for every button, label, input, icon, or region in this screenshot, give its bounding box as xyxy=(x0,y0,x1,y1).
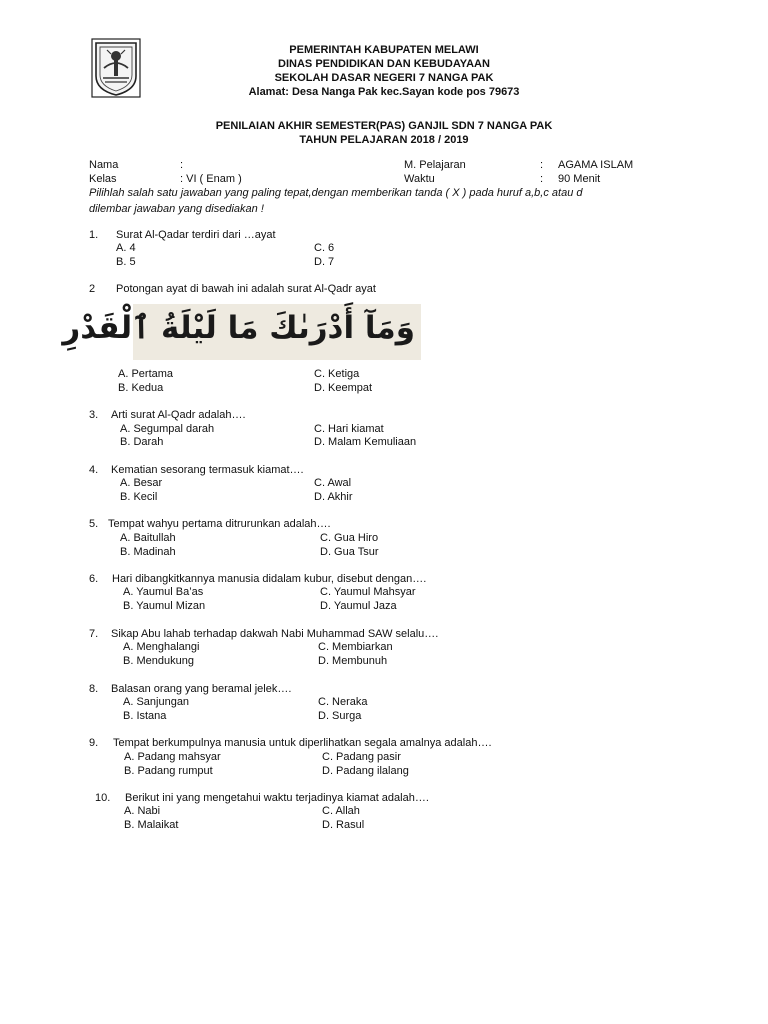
option-a: A. Besar xyxy=(120,477,163,489)
kelas-label: Kelas xyxy=(89,173,117,185)
question-number: 4. xyxy=(89,464,99,476)
option-c: C. Gua Hiro xyxy=(320,532,379,544)
option-c: C. Membiarkan xyxy=(318,641,393,653)
kelas-value: : VI ( Enam ) xyxy=(180,173,242,185)
option-d: D. Membunuh xyxy=(318,655,388,667)
waktu-colon: : xyxy=(540,173,544,185)
mapel-value: AGAMA ISLAM xyxy=(558,159,634,171)
option-a: A. Padang mahsyar xyxy=(124,751,221,763)
question-number: 2 xyxy=(89,283,96,295)
option-b: B. Istana xyxy=(123,710,167,722)
option-b: B. 5 xyxy=(116,256,136,268)
exam-title: PENILAIAN AKHIR SEMESTER(PAS) GANJIL SDN 7 NANGA PAK xyxy=(215,120,553,132)
nama-label: Nama xyxy=(89,159,119,171)
option-a: A. 4 xyxy=(116,242,136,254)
question-text: Hari dibangkitkannya manusia didalam kubur, disebut dengan…. xyxy=(112,573,427,585)
question-number: 8. xyxy=(89,683,99,695)
nama-colon: : xyxy=(180,159,184,171)
question-number: 3. xyxy=(89,409,99,421)
option-a: A. Sanjungan xyxy=(123,696,190,708)
option-a: A. Yaumul Ba’as xyxy=(123,586,204,598)
option-d: D. Yaumul Jaza xyxy=(320,600,397,612)
header-government: PEMERINTAH KABUPATEN MELAWI xyxy=(289,44,479,56)
question-text: Balasan orang yang beramal jelek…. xyxy=(111,683,292,695)
option-c: C. 6 xyxy=(314,242,335,254)
option-c: C. Awal xyxy=(314,477,352,489)
option-b: B. Padang rumput xyxy=(124,765,213,777)
option-d: D. Gua Tsur xyxy=(320,546,379,558)
option-d: D. Malam Kemuliaan xyxy=(314,436,417,448)
option-a: A. Baitullah xyxy=(120,532,176,544)
mapel-colon: : xyxy=(540,159,544,171)
question-number: 7. xyxy=(89,628,99,640)
question-number: 1. xyxy=(89,229,99,241)
question-number: 10. xyxy=(95,792,111,804)
question-text: Arti surat Al-Qadr adalah…. xyxy=(111,409,246,421)
option-d: D. Surga xyxy=(318,710,362,722)
arabic-verse-image xyxy=(62,304,421,360)
instruction-line-2: dilembar jawaban yang disediakan ! xyxy=(89,203,264,215)
option-b: B. Darah xyxy=(120,436,164,448)
arabic-verse: وَمَآ أَدْرَىٰكَ مَا لَيْلَةُ ٱلْقَدْرِ xyxy=(62,310,415,346)
option-c: C. Padang pasir xyxy=(322,751,401,763)
question-number: 6. xyxy=(89,573,99,585)
header-department: DINAS PENDIDIKAN DAN KEBUDAYAAN xyxy=(278,58,490,70)
question-text: Berikut ini yang mengetahui waktu terjadinya kiamat adalah…. xyxy=(125,792,429,804)
question-text: Surat Al-Qadar terdiri dari …ayat xyxy=(116,229,276,241)
header-school: SEKOLAH DASAR NEGERI 7 NANGA PAK xyxy=(274,72,494,84)
question-number: 5. xyxy=(89,518,99,530)
option-b: B. Mendukung xyxy=(123,655,194,667)
mapel-label: M. Pelajaran xyxy=(404,159,466,171)
question-number: 9. xyxy=(89,737,99,749)
option-b: B. Yaumul Mizan xyxy=(123,600,206,612)
option-c: C. Yaumul Mahsyar xyxy=(320,586,416,598)
question-text: Tempat berkumpulnya manusia untuk diperlihatkan segala amalnya adalah…. xyxy=(113,737,492,749)
header-address: Alamat: Desa Nanga Pak kec.Sayan kode pos 79673 xyxy=(248,86,520,98)
option-a: A. Menghalangi xyxy=(123,641,200,653)
option-c: C. Hari kiamat xyxy=(314,423,384,435)
question-text: Potongan ayat di bawah ini adalah surat Al-Qadr ayat xyxy=(116,283,376,295)
option-d: D. Rasul xyxy=(322,819,365,831)
option-a: A. Segumpal darah xyxy=(120,423,215,435)
question-text: Tempat wahyu pertama ditrurunkan adalah…. xyxy=(108,518,331,530)
option-d: D. Akhir xyxy=(314,491,353,503)
question-text: Sikap Abu lahab terhadap dakwah Nabi Muhammad SAW selalu…. xyxy=(111,628,439,640)
option-b: B. Kecil xyxy=(120,491,158,503)
waktu-label: Waktu xyxy=(404,173,435,185)
exam-year: TAHUN PELAJARAN 2018 / 2019 xyxy=(299,134,469,146)
option-c: C. Ketiga xyxy=(314,368,360,380)
waktu-value: 90 Menit xyxy=(558,173,601,185)
option-c: C. Allah xyxy=(322,805,360,817)
option-b: B. Malaikat xyxy=(124,819,179,831)
option-d: D. Padang ilalang xyxy=(322,765,409,777)
option-d: D. 7 xyxy=(314,256,335,268)
option-a: A. Pertama xyxy=(118,368,174,380)
option-b: B. Madinah xyxy=(120,546,176,558)
question-text: Kematian sesorang termasuk kiamat…. xyxy=(111,464,304,476)
option-d: D. Keempat xyxy=(314,382,373,394)
instruction-line-1: Pilihlah salah satu jawaban yang paling tepat,dengan memberikan tanda ( X ) pada huruf a,b,c atau d xyxy=(89,187,583,199)
option-c: C. Neraka xyxy=(318,696,368,708)
option-a: A. Nabi xyxy=(124,805,161,817)
option-b: B. Kedua xyxy=(118,382,164,394)
